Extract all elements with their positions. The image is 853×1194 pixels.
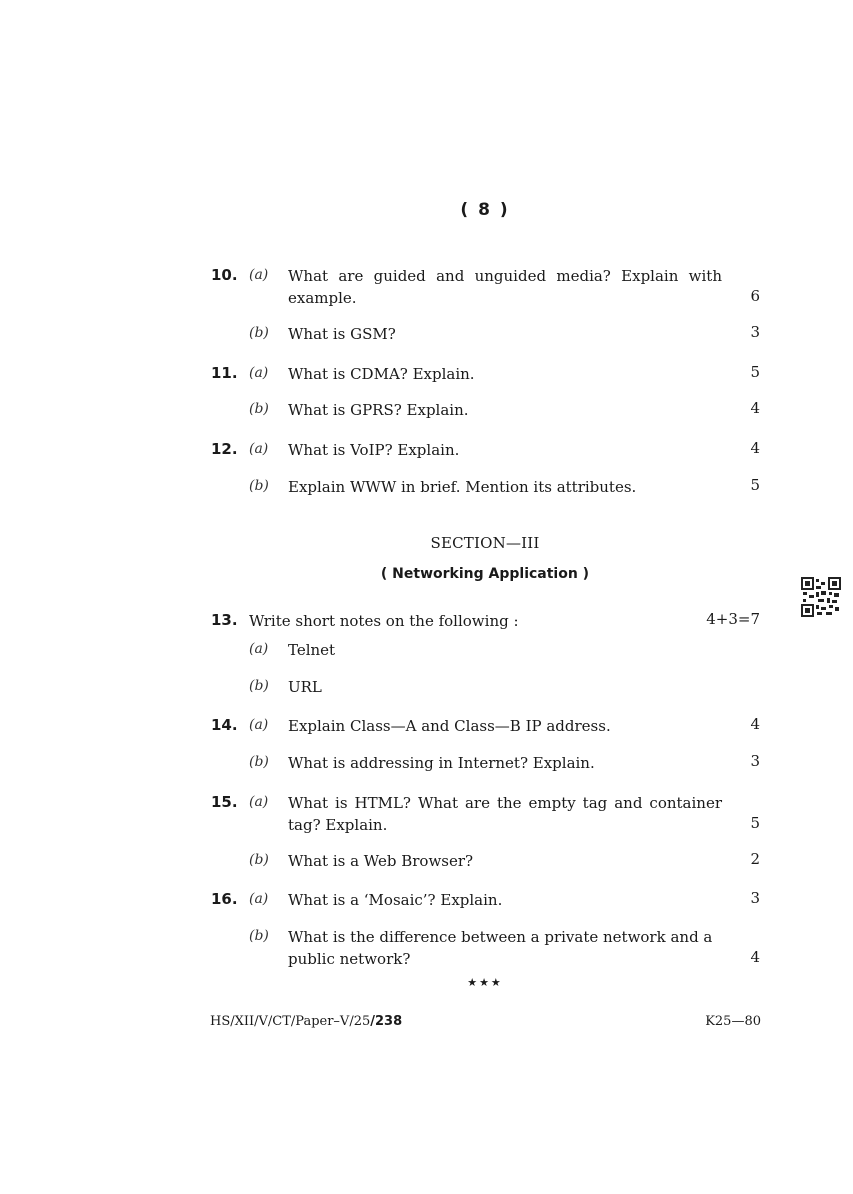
marks: 5: [750, 476, 760, 494]
question-text: What is a Web Browser?: [288, 852, 474, 870]
print-code: K25—80: [705, 1014, 761, 1029]
paper-code: HS/XII/V/CT/Paper–V/25/238: [210, 1014, 403, 1029]
part-label: (b): [249, 754, 269, 770]
part-label: (b): [249, 325, 269, 341]
marks: 2: [750, 850, 760, 868]
question-number: 13.: [211, 611, 238, 629]
question-text: What is the difference between a private network and a public network?: [288, 928, 713, 968]
marks: 3: [750, 323, 760, 341]
question-text: What is addressing in Internet? Explain.: [288, 754, 595, 772]
part-label: (a): [249, 794, 269, 810]
question-number: 15.: [211, 793, 238, 811]
part-label: (a): [249, 891, 269, 907]
marks: 5: [750, 814, 760, 832]
part-label: (a): [249, 441, 269, 457]
part-label: (a): [249, 267, 269, 283]
marks: 4: [750, 948, 760, 966]
question-text: What is GPRS? Explain.: [288, 401, 469, 419]
page-number: ( 8 ): [460, 200, 510, 220]
part-label: (b): [249, 401, 269, 417]
question-text: Telnet: [288, 641, 336, 659]
question-text: Write short notes on the following :: [249, 612, 519, 630]
part-label: (a): [249, 641, 269, 657]
section-title: SECTION—III: [430, 534, 540, 552]
marks: 4: [750, 399, 760, 417]
question-text: What is VoIP? Explain.: [288, 441, 460, 459]
question-text: Explain WWW in brief. Mention its attributes.: [288, 478, 637, 496]
qr-code: [801, 577, 841, 617]
question-number: 10.: [211, 266, 238, 284]
question-text: What is a ‘Mosaic’? Explain.: [288, 891, 503, 909]
question-text: What is CDMA? Explain.: [288, 365, 475, 383]
part-label: (a): [249, 365, 269, 381]
part-label: (a): [249, 717, 269, 733]
question-text: What are guided and unguided media? Explain with example.: [288, 267, 722, 307]
question-text: What is GSM?: [288, 325, 396, 343]
question-text: URL: [288, 678, 322, 696]
question-text: Explain Class—A and Class—B IP address.: [288, 717, 611, 735]
marks: 4: [750, 715, 760, 733]
end-marker: ★★★: [467, 976, 503, 989]
question-number: 12.: [211, 440, 238, 458]
question-text: What is HTML? What are the empty tag and container tag? Explain.: [288, 794, 722, 834]
part-label: (b): [249, 852, 269, 868]
question-number: 16.: [211, 890, 238, 908]
marks: 6: [750, 287, 760, 305]
marks: 3: [750, 752, 760, 770]
part-label: (b): [249, 678, 269, 694]
part-label: (b): [249, 478, 269, 494]
marks: 4: [750, 439, 760, 457]
marks: 4+3=7: [706, 610, 760, 628]
question-number: 11.: [211, 364, 238, 382]
marks: 3: [750, 889, 760, 907]
marks: 5: [750, 363, 760, 381]
part-label: (b): [249, 928, 269, 944]
section-subtitle: ( Networking Application ): [380, 566, 590, 582]
question-number: 14.: [211, 716, 238, 734]
